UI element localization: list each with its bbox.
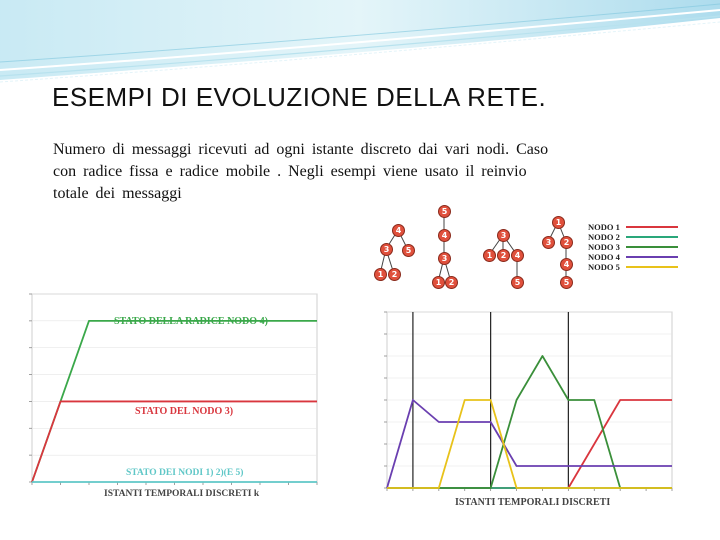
- legend-swatch: [626, 236, 678, 238]
- legend-label: NODO 3: [588, 242, 620, 252]
- tree-node: 2: [445, 276, 458, 289]
- tree-node: 3: [542, 236, 555, 249]
- tree-node: 4: [511, 249, 524, 262]
- tree-node: 1: [552, 216, 565, 229]
- tree-node: 5: [438, 205, 451, 218]
- tree-node: 4: [438, 229, 451, 242]
- tree-node: 4: [560, 258, 573, 271]
- annotation-nodes125: STATO DEI NODI 1) 2)(E 5): [126, 468, 244, 478]
- header-swoosh: [0, 0, 720, 90]
- tree-node: 1: [374, 268, 387, 281]
- annotation-root: STATO DELLA RADICE NODO 4): [114, 316, 268, 327]
- tree-node: 3: [438, 252, 451, 265]
- legend-label: NODO 5: [588, 262, 620, 272]
- right-chart: [372, 300, 682, 500]
- legend-swatch: [626, 246, 678, 248]
- legend-item: [588, 252, 678, 262]
- tree-node: 2: [497, 249, 510, 262]
- legend-item: [588, 242, 678, 252]
- tree-node: 1: [432, 276, 445, 289]
- legend-item: [588, 232, 678, 242]
- legend-label: NODO 1: [588, 222, 620, 232]
- slide-body: [53, 139, 665, 205]
- tree-node: 5: [511, 276, 524, 289]
- tree-diagrams: [360, 198, 590, 296]
- left-chart-xlabel: ISTANTI TEMPORALI DISCRETI k: [104, 489, 260, 499]
- legend-swatch: [626, 226, 678, 228]
- slide-title: ESEMPI DI EVOLUZIONE DELLA RETE.: [52, 82, 547, 112]
- annotation-node3: STATO DEL NODO 3): [135, 406, 234, 417]
- tree-node: 3: [380, 243, 393, 256]
- legend-label: NODO 4: [588, 252, 620, 262]
- legend-swatch: [626, 256, 678, 258]
- right-chart-xlabel: ISTANTI TEMPORALI DISCRETI: [455, 497, 611, 508]
- body-line: Numero di messaggi ricevuti ad ogni istante discreto dai vari nodi. Caso: [53, 141, 549, 158]
- legend: [588, 222, 678, 272]
- body-line: con radice fissa e radice mobile . Negli esempi viene usato il reinvio: [53, 163, 527, 180]
- tree-node: 5: [402, 244, 415, 257]
- tree-node: 3: [497, 229, 510, 242]
- legend-item: [588, 222, 678, 232]
- tree-node: 1: [483, 249, 496, 262]
- body-line: totale dei messaggi: [53, 185, 182, 202]
- tree-node: 4: [392, 224, 405, 237]
- tree-node: 2: [388, 268, 401, 281]
- legend-item: [588, 262, 678, 272]
- legend-label: NODO 2: [588, 232, 620, 242]
- legend-swatch: [626, 266, 678, 268]
- tree-node: 5: [560, 276, 573, 289]
- tree-node: 2: [560, 236, 573, 249]
